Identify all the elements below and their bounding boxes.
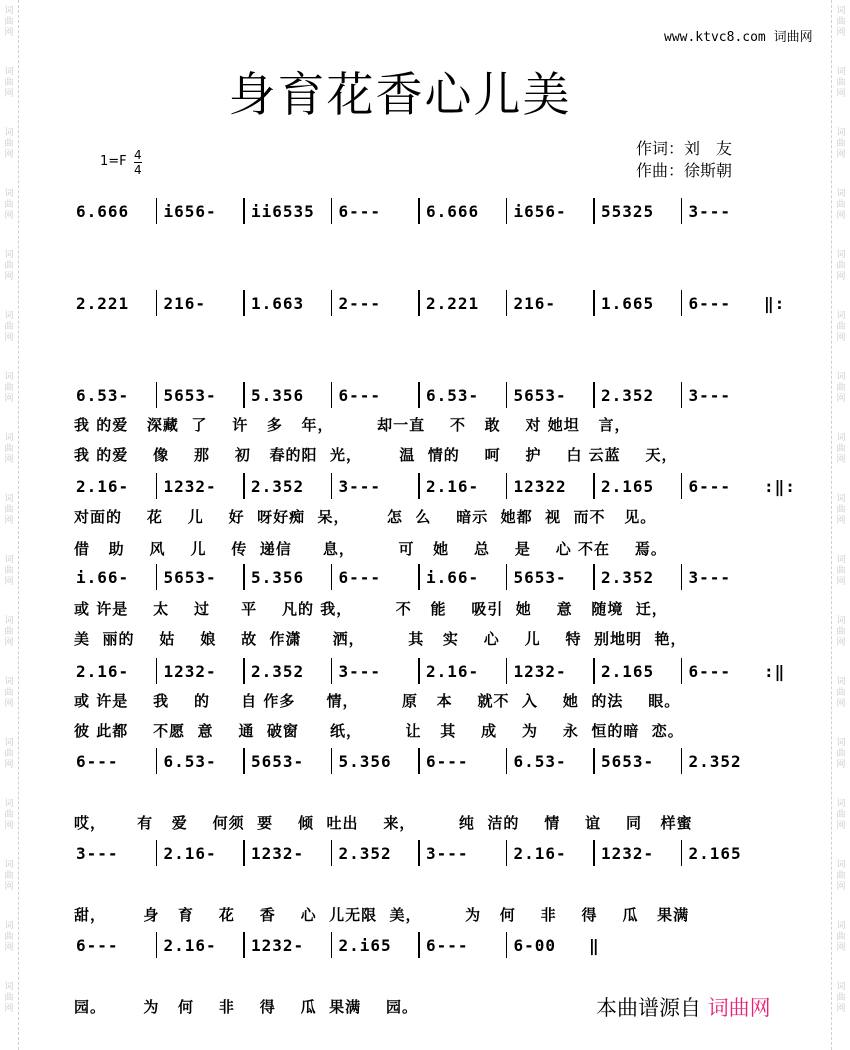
measure: ii6535 [251,202,315,221]
bar-line [506,840,508,866]
measure: 1232- [163,477,217,496]
measure: 2.16- [76,477,130,496]
watermark-text: 词曲网 [4,982,14,1014]
measure: 2.16- [163,936,217,955]
measure: 216- [163,294,207,313]
watermark-text: 词曲网 [836,67,846,99]
watermark-text: 词曲网 [4,616,14,648]
bar-line [593,658,595,684]
watermark-text: 词曲网 [4,250,14,282]
bar-line [681,748,683,774]
score-line [74,566,784,590]
watermark-text: 词曲网 [836,677,846,709]
measure: 5653- [513,568,567,587]
measure: 2.352 [688,752,742,771]
watermark-text: 词曲网 [4,67,14,99]
measure: 2.16- [513,844,567,863]
measure: 6.53- [426,386,480,405]
watermark-text: 词曲网 [4,860,14,892]
bar-line [506,473,508,499]
measure: 3--- [688,386,732,405]
measure: 1232- [251,936,305,955]
bar-line [243,290,245,316]
measure: 5653- [513,386,567,405]
time-numerator: 4 [134,148,142,162]
measure: 2.165 [688,844,742,863]
bar-line [156,840,158,866]
measure: i.66- [426,568,480,587]
measure: 6-00 [513,936,557,955]
bar-line [243,382,245,408]
bar-line [506,658,508,684]
source-prefix: 本曲谱源自 [596,996,701,1020]
watermark-text: 词曲网 [836,921,846,953]
watermark-text: 词曲网 [836,311,846,343]
bar-line [418,382,420,408]
watermark-text: 词曲网 [4,311,14,343]
bar-line [506,564,508,590]
bar-line [331,658,333,684]
measure: 6.666 [76,202,130,221]
bar-line [331,932,333,958]
measure: 2.i65 [338,936,392,955]
measure: 1.665 [601,294,655,313]
measure: 6--- [688,477,732,496]
measure: i.66- [76,568,130,587]
bar-line [418,564,420,590]
bar-line [331,290,333,316]
bar-line [593,290,595,316]
measure: 3--- [688,568,732,587]
watermark-text: 词曲网 [4,6,14,38]
watermark-text: 词曲网 [836,799,846,831]
bar-line [156,932,158,958]
measure: 3--- [338,662,382,681]
measure: 6.53- [163,752,217,771]
measure: 1.663 [251,294,305,313]
lyric-line: 借 助 风 儿 传 递信 息， 可 她 总 是 心 不在 焉。 [74,540,667,558]
score-line [74,842,784,866]
watermark-text: 词曲网 [4,738,14,770]
bar-line [593,473,595,499]
composer: 作曲：徐斯朝 [636,161,733,180]
bar-line [681,198,683,224]
bar-line [593,840,595,866]
measure: 2.165 [601,477,655,496]
bar-line [506,748,508,774]
measure: 6--- [338,568,382,587]
bar-line [418,198,420,224]
measure: 5653- [601,752,655,771]
measure: 2--- [338,294,382,313]
measure: 55325 [601,202,655,221]
bar-line [243,564,245,590]
lyricist: 作词：刘 友 [636,139,733,158]
lyric-line: 我 的爱 像 那 初 春的阳 光， 温 情的 呵 护 白 云蓝 天， [74,446,678,464]
score-line [74,292,784,316]
bar-line [331,840,333,866]
measure: 3--- [76,844,119,863]
lyric-line: 或 许是 我 的 自 作多 情， 原 本 就不 入 她 的法 眼。 [74,692,681,710]
bar-line [243,840,245,866]
watermark-text: 词曲网 [836,860,846,892]
measure: 2.221 [76,294,130,313]
measure: 2.352 [601,568,655,587]
measure: 2.16- [76,662,130,681]
bar-line [156,382,158,408]
measure: 6.53- [76,386,130,405]
end-bar: ‖ [589,936,600,955]
score-line [74,200,784,224]
watermark-text: 词曲网 [836,250,846,282]
bar-line [506,198,508,224]
watermark-text: 词曲网 [836,982,846,1014]
measure: 6--- [76,752,119,771]
bar-line [418,658,420,684]
bar-line [506,382,508,408]
watermark-text: 词曲网 [836,6,846,38]
measure: 3--- [338,477,382,496]
measure: 6--- [688,294,732,313]
measure: 6--- [426,936,469,955]
lyric-line: 彼 此都 不愿 意 通 破窗 纸， 让 其 成 为 永 恒的暗 恋。 [74,722,684,740]
bar-line [506,932,508,958]
lyric-line: 我 的爱 深藏 了 许 多 年， 却一直 不 敢 对 她坦 言， [74,416,631,434]
watermark-text: 词曲网 [4,494,14,526]
bar-line [418,932,420,958]
source-note[interactable] [596,992,771,1022]
right-watermark-strip [831,0,850,1050]
watermark-text: 词曲网 [836,372,846,404]
watermark-text: 词曲网 [4,433,14,465]
measure: 6--- [338,386,382,405]
bar-line [156,290,158,316]
measure: i656- [163,202,217,221]
watermark-text: 词曲网 [836,189,846,221]
bar-line [156,658,158,684]
measure: 2.352 [601,386,655,405]
bar-line [593,748,595,774]
end-bar: :‖: [764,477,796,496]
bar-line [593,198,595,224]
lyric-line: 或 许是 太 过 平 凡的 我， 不 能 吸引 她 意 随境 迁， [74,600,668,618]
measure: 2.16- [163,844,217,863]
measure: 6--- [76,936,119,955]
measure: 5653- [251,752,305,771]
lyric-line: 园。 为 何 非 得 瓜 果满 园。 [74,998,418,1016]
lyric-line: 美 丽的 姑 娘 故 作潇 洒， 其 实 心 儿 特 别地明 艳， [74,630,687,648]
measure: 2.352 [251,477,305,496]
measure: 3--- [426,844,469,863]
source-brand[interactable]: 词曲网 [707,996,771,1020]
song-title: 身育花香心儿美 [228,68,572,123]
watermark-text: 词曲网 [4,372,14,404]
bar-line [243,473,245,499]
watermark-text: 词曲网 [836,128,846,160]
watermark-text: 词曲网 [836,494,846,526]
score-line [74,660,784,684]
watermark-text: 词曲网 [4,189,14,221]
bar-line [331,198,333,224]
watermark-text: 词曲网 [836,616,846,648]
time-denominator: 4 [134,163,142,177]
bar-line [593,382,595,408]
bar-line [156,748,158,774]
measure: 5.356 [251,386,305,405]
measure: 5653- [163,386,217,405]
bar-line [418,840,420,866]
measure: 6--- [338,202,382,221]
bar-line [506,290,508,316]
bar-line [243,748,245,774]
watermark-text: 词曲网 [4,128,14,160]
site-label[interactable]: www.ktvc8.com 词曲网 [664,30,813,45]
score-line [74,934,784,958]
measure: 2.16- [426,662,480,681]
lyric-line: 对面的 花 儿 好 呀好痴 呆， 怎 么 暗示 她都 视 而不 见。 [74,508,657,526]
bar-line [681,564,683,590]
bar-line [156,564,158,590]
bar-line [156,473,158,499]
time-signature [134,148,142,177]
measure: 5653- [163,568,217,587]
bar-line [681,473,683,499]
watermark-text: 词曲网 [4,921,14,953]
measure: 2.221 [426,294,480,313]
measure: 6.53- [513,752,567,771]
watermark-text: 词曲网 [836,433,846,465]
end-bar: :‖ [764,662,786,681]
bar-line [593,564,595,590]
bar-line [681,658,683,684]
measure: 6--- [426,752,469,771]
measure: 2.352 [251,662,305,681]
measure: 6--- [688,662,732,681]
bar-line [331,382,333,408]
score-line [74,384,784,408]
bar-line [418,748,420,774]
bar-line [418,290,420,316]
watermark-text: 词曲网 [4,677,14,709]
score-line [74,475,796,499]
measure: 1232- [163,662,217,681]
measure: 1232- [601,844,655,863]
lyric-line: 甜， 身 育 花 香 心 儿无限 美， 为 何 非 得 瓜 果满 [74,906,690,924]
lyric-line: 哎， 有 爱 何须 要 倾 吐出 来， 纯 洁的 情 谊 同 样蜜 [74,814,693,832]
measure: 2.165 [601,662,655,681]
bar-line [243,658,245,684]
measure: 5.356 [251,568,305,587]
bar-line [156,198,158,224]
measure: i656- [513,202,567,221]
watermark-text: 词曲网 [4,799,14,831]
measure: 1232- [251,844,305,863]
bar-line [681,290,683,316]
watermark-text: 词曲网 [836,738,846,770]
bar-line [331,564,333,590]
measure: 2.16- [426,477,480,496]
measure: 6.666 [426,202,480,221]
score-line [74,750,784,774]
measure: 1232- [513,662,567,681]
end-bar: ‖: [764,294,786,313]
watermark-text: 词曲网 [4,555,14,587]
bar-line [418,473,420,499]
measure: 12322 [513,477,567,496]
measure: 2.352 [338,844,392,863]
measure: 216- [513,294,557,313]
left-watermark-strip [0,0,19,1050]
measure: 5.356 [338,752,392,771]
credits [636,138,732,182]
bar-line [243,198,245,224]
bar-line [681,840,683,866]
bar-line [331,473,333,499]
bar-line [243,932,245,958]
watermark-text: 词曲网 [836,555,846,587]
bar-line [331,748,333,774]
key-signature: 1=F [100,154,127,169]
measure: 3--- [688,202,732,221]
bar-line [681,382,683,408]
